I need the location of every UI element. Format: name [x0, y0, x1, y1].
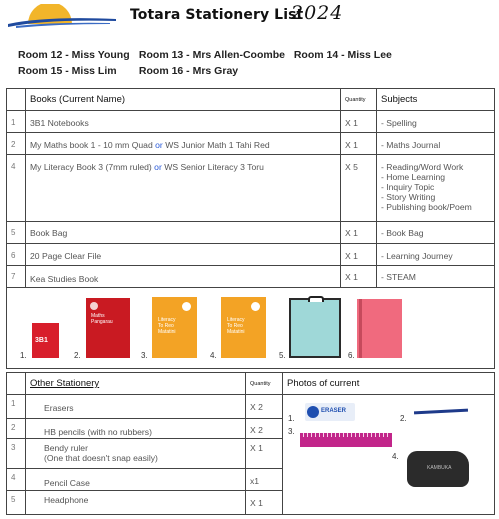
book-name-text: 3B1 Notebooks — [30, 118, 89, 128]
eraser-logo-icon — [307, 406, 319, 418]
table-row — [7, 395, 495, 419]
book-alt-name-text: WS Junior Math 1 Tahi Red — [165, 140, 270, 150]
bendy-ruler-photo — [300, 433, 392, 447]
books-photo-strip — [7, 288, 495, 369]
row-number: 1 — [7, 395, 26, 419]
page-title: Totara Stationery List — [130, 7, 304, 23]
subject-line: - Publishing book/Poem — [381, 202, 472, 212]
room-row — [18, 47, 392, 63]
books-name-header: Books (Current Name) — [26, 89, 341, 111]
literacy-cover-text: Literacy To Reo Matatini — [227, 317, 245, 335]
clear-file-photo — [357, 299, 402, 358]
book-name-text: My Maths book 1 - 10 mm Quad — [30, 140, 153, 150]
photo-label: 2. — [400, 414, 407, 423]
photo-label: 5. — [279, 351, 286, 360]
subject-line: - Book Bag — [381, 228, 424, 238]
books-photo-row — [7, 288, 495, 369]
book-name-text: Book Bag — [30, 228, 68, 238]
file-spine-icon — [359, 299, 362, 358]
book-name-text: 20 Page Clear File — [30, 251, 102, 261]
bag-handle-icon — [308, 296, 324, 302]
row-number: 6 — [7, 244, 26, 266]
book-name-text: My Literacy Book 3 (7mm ruled) — [30, 162, 152, 172]
subject-line: - Maths Journal — [381, 140, 441, 150]
book-name — [26, 222, 341, 244]
other-stationery-table — [6, 372, 495, 515]
item-name: Pencil Case — [26, 469, 246, 491]
room-label: Room 16 - Mrs Gray — [138, 65, 239, 77]
photo-label: 4. — [210, 351, 217, 360]
item-quantity: X 2 — [246, 395, 283, 419]
subjects-header: Subjects — [377, 89, 495, 111]
table-row — [7, 155, 495, 222]
maths-book-photo — [86, 298, 130, 358]
cover-emblem-icon — [90, 302, 98, 310]
pencil-photo — [414, 409, 468, 415]
index-header — [7, 373, 26, 395]
book-bag-photo — [289, 298, 341, 358]
year-heading: 2024 — [291, 2, 344, 24]
row-number: 4 — [7, 469, 26, 491]
item-name: Headphone — [26, 491, 246, 515]
index-header — [7, 89, 26, 111]
photo-label: 6. — [348, 351, 355, 360]
row-number: 2 — [7, 133, 26, 155]
book-subjects — [377, 133, 495, 155]
book-subjects — [377, 266, 495, 288]
book-quantity: X 1 — [341, 266, 377, 288]
photo-label: 1. — [288, 414, 295, 423]
item-name: HB pencils (with no rubbers) — [26, 419, 246, 439]
room-row — [18, 63, 392, 79]
row-number: 2 — [7, 419, 26, 439]
other-header-row — [7, 373, 495, 395]
book-quantity: X 1 — [341, 244, 377, 266]
table-row — [7, 111, 495, 133]
quantity-header: Quantity — [246, 373, 283, 395]
pencil-case-photo — [407, 451, 469, 487]
item-name: Erasers — [26, 395, 246, 419]
item-quantity: x1 — [246, 469, 283, 491]
row-number: 5 — [7, 491, 26, 515]
notebook-photo — [32, 323, 59, 358]
book-quantity: X 1 — [341, 133, 377, 155]
book-subjects — [377, 111, 495, 133]
table-row — [7, 222, 495, 244]
book-name — [26, 111, 341, 133]
table-row — [7, 244, 495, 266]
row-number: 7 — [7, 266, 26, 288]
or-word: or — [155, 140, 163, 150]
item-quantity: X 1 — [246, 439, 283, 469]
row-number: 1 — [7, 111, 26, 133]
books-header-row — [7, 89, 495, 111]
pencil-case-brand: KAMBUKA — [427, 465, 452, 471]
subject-line: - Spelling — [381, 118, 417, 128]
book-name-text: Kea Studies Book — [30, 274, 99, 284]
book-quantity: X 5 — [341, 155, 377, 222]
row-number: 5 — [7, 222, 26, 244]
cover-emblem-icon — [251, 302, 260, 311]
book-subjects — [377, 222, 495, 244]
table-row — [7, 266, 495, 288]
item-quantity: X 2 — [246, 419, 283, 439]
photos-header: Photos of current — [283, 373, 495, 395]
subject-line: - Learning Journey — [381, 251, 453, 261]
book-subjects — [377, 244, 495, 266]
book-name — [26, 266, 341, 288]
book-name — [26, 155, 341, 222]
table-row — [7, 133, 495, 155]
book-name — [26, 133, 341, 155]
room-label: Room 14 - Miss Lee — [293, 49, 392, 61]
literacy-book-photo — [152, 297, 197, 358]
sunrise-logo-icon — [6, 4, 118, 30]
notebook-cover-text: 3B1 — [35, 337, 48, 344]
maths-cover-text: Maths Pangarau — [91, 313, 113, 325]
quantity-header: Quantity — [341, 89, 377, 111]
item-name-line: Bendy ruler — [44, 443, 88, 453]
literacy-cover-text: Literacy To Reo Matatini — [158, 317, 176, 335]
book-quantity: X 1 — [341, 111, 377, 133]
item-name-line: (One that doesn't snap easily) — [44, 453, 158, 463]
photo-label: 4. — [392, 452, 399, 461]
room-label: Room 13 - Mrs Allen-Coombe — [138, 49, 285, 61]
photo-label: 3. — [288, 427, 295, 436]
photo-label: 3. — [141, 351, 148, 360]
books-table — [6, 88, 495, 369]
other-name-header — [26, 373, 246, 395]
book-quantity: X 1 — [341, 222, 377, 244]
room-list — [18, 47, 392, 79]
room-label: Room 15 - Miss Lim — [18, 65, 117, 77]
photo-label: 2. — [74, 351, 81, 360]
room-label: Room 12 - Miss Young — [18, 49, 130, 61]
other-photos-cell — [283, 395, 495, 515]
ruler-ticks-icon — [303, 433, 389, 437]
or-word: or — [154, 162, 162, 172]
item-quantity: X 1 — [246, 491, 283, 515]
row-number: 4 — [7, 155, 26, 222]
eraser-label: ERASER — [321, 408, 347, 414]
book-name — [26, 244, 341, 266]
row-number: 3 — [7, 439, 26, 469]
subject-line: - Inquiry Topic — [381, 182, 435, 192]
book-alt-name-text: WS Senior Literacy 3 Toru — [164, 162, 264, 172]
cover-emblem-icon — [182, 302, 191, 311]
subject-line: - Home Learning — [381, 172, 446, 182]
subject-line: - STEAM — [381, 272, 416, 282]
item-name — [26, 439, 246, 469]
photo-label: 1. — [20, 351, 27, 360]
eraser-photo — [305, 403, 355, 421]
book-subjects — [377, 155, 495, 222]
literacy-book-photo — [221, 297, 266, 358]
other-name-header-text: Other Stationery — [30, 378, 100, 389]
subject-line: - Story Writing — [381, 192, 436, 202]
subject-line: - Reading/Word Work — [381, 162, 464, 172]
